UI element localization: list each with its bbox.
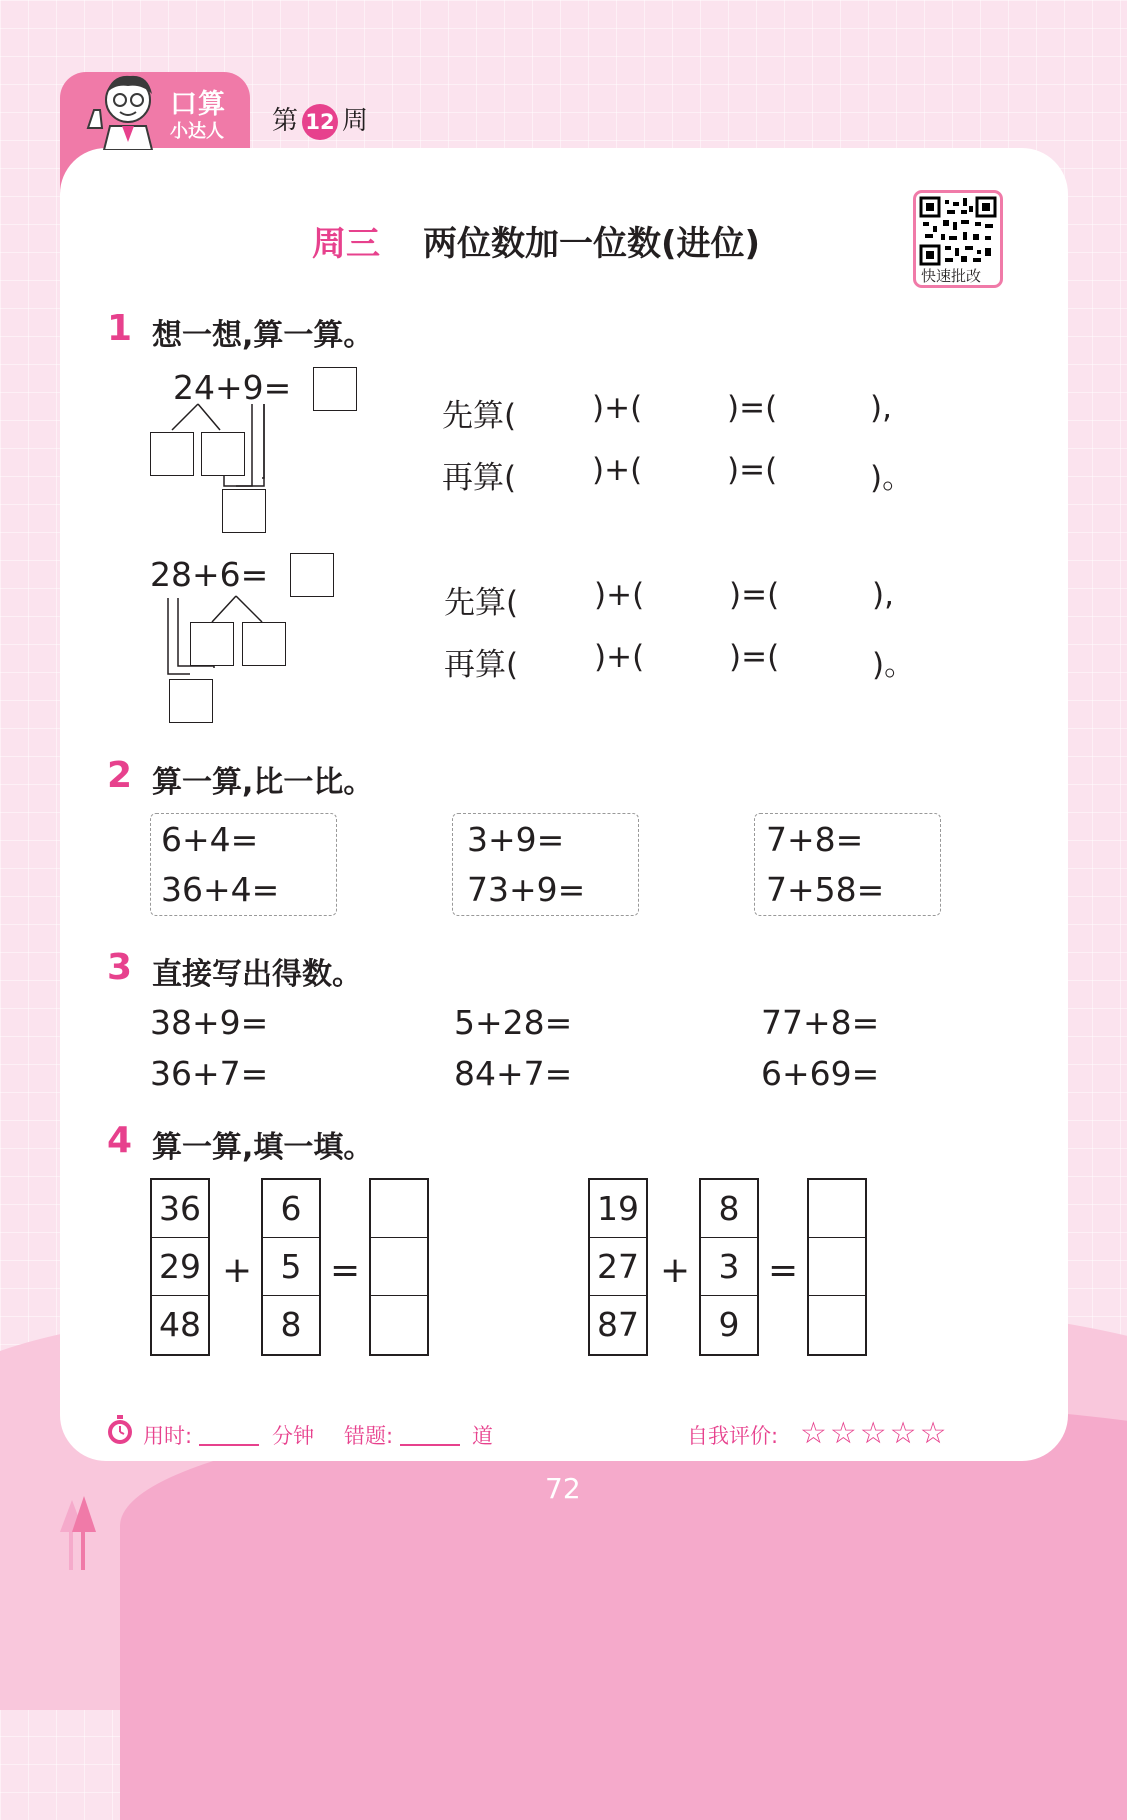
- step-text: )+(: [594, 639, 645, 675]
- week-number: 12: [302, 104, 338, 140]
- sum-answer-cell[interactable]: [371, 1238, 427, 1296]
- problem-1-expression: 24+9=: [173, 368, 292, 407]
- compare-expression: 73+9=: [467, 870, 586, 909]
- problem-1-split-box-1[interactable]: [150, 432, 194, 476]
- addend-cell: 6: [263, 1180, 319, 1238]
- problem-2-step-1: [444, 577, 924, 621]
- mental-math-expression: 84+7=: [454, 1054, 573, 1093]
- problem-1-split-box-2[interactable]: [201, 432, 245, 476]
- mascot-boy-icon: [82, 70, 168, 150]
- step-text: 先算(: [444, 585, 519, 621]
- week-suffix: 周: [342, 106, 369, 136]
- plus-sign: +: [660, 1250, 691, 1291]
- problem-1-step-1: [442, 390, 922, 434]
- mental-math-expression: 6+69=: [761, 1054, 880, 1093]
- addend-cell: 36: [152, 1180, 208, 1238]
- background-wave-dark: [120, 1400, 1127, 1820]
- section-4-number: 4: [107, 1120, 133, 1161]
- section-2-number: 2: [107, 755, 133, 796]
- compare-expression: 3+9=: [467, 820, 565, 859]
- time-label: 用时:: [143, 1424, 193, 1448]
- step-text: )=(: [729, 577, 780, 613]
- addend-cell: 87: [597, 1305, 639, 1344]
- addend-column-left: [150, 1178, 210, 1356]
- qr-caption: 快速批改: [921, 267, 982, 285]
- mental-math-expression: 36+7=: [150, 1054, 269, 1093]
- addend-cell: 8: [701, 1180, 757, 1238]
- rating-stars[interactable]: ☆☆☆☆☆: [800, 1416, 950, 1451]
- week-indicator: [272, 100, 368, 140]
- addend-cell: 29: [152, 1238, 208, 1296]
- stopwatch-icon: [105, 1414, 135, 1446]
- sum-answer-cell[interactable]: [809, 1296, 865, 1354]
- time-unit: 分钟: [272, 1424, 314, 1448]
- mental-math-expression: 38+9=: [150, 1003, 269, 1042]
- step-text: )+(: [594, 577, 645, 613]
- sum-answer-cell[interactable]: [809, 1238, 865, 1296]
- plus-sign: +: [222, 1250, 253, 1291]
- arrow-decoration-icon: [52, 1492, 102, 1570]
- sum-answer-cell[interactable]: [809, 1180, 865, 1238]
- step-text: )=(: [729, 639, 780, 675]
- problem-2-split-box-2[interactable]: [242, 622, 286, 666]
- time-input-line[interactable]: [199, 1444, 259, 1446]
- sum-column: [369, 1178, 429, 1356]
- step-text: 再算(: [444, 647, 519, 683]
- step-text: 再算(: [442, 460, 517, 496]
- sum-answer-cell[interactable]: [371, 1180, 427, 1238]
- addend-column-left: [588, 1178, 648, 1356]
- badge-subtitle: 小达人: [170, 121, 224, 142]
- problem-2-result-box[interactable]: [169, 679, 213, 723]
- section-3-number: 3: [107, 947, 133, 988]
- problem-1-answer-box[interactable]: [313, 367, 357, 411]
- addend-column-right: [261, 1178, 321, 1356]
- mental-math-expression: 5+28=: [454, 1003, 573, 1042]
- addend-cell: 3: [701, 1238, 757, 1296]
- addend-cell: 5: [263, 1238, 319, 1296]
- compare-expression: 7+58=: [766, 870, 885, 909]
- badge-title: 口算: [170, 89, 226, 120]
- sum-column: [807, 1178, 867, 1356]
- problem-2-answer-box[interactable]: [290, 553, 334, 597]
- rating-label: 自我评价:: [687, 1424, 779, 1448]
- section-4-title: 算一算,填一填。: [152, 1130, 374, 1165]
- equals-sign: =: [330, 1250, 361, 1291]
- step-text: ),: [872, 577, 894, 613]
- mental-math-expression: 77+8=: [761, 1003, 880, 1042]
- compare-expression: 6+4=: [161, 820, 259, 859]
- day-label: 周三: [312, 224, 380, 264]
- step-text: )。: [870, 460, 914, 496]
- step-text: )=(: [727, 390, 778, 426]
- errors-unit: 道: [472, 1424, 493, 1448]
- compare-expression: 7+8=: [766, 820, 864, 859]
- step-text: 先算(: [442, 398, 517, 434]
- step-text: ),: [870, 390, 892, 426]
- step-text: )。: [872, 647, 916, 683]
- problem-2-split-box-1[interactable]: [190, 622, 234, 666]
- problem-1-result-box[interactable]: [222, 489, 266, 533]
- compare-expression: 36+4=: [161, 870, 280, 909]
- section-3-title: 直接写出得数。: [152, 957, 362, 992]
- problem-1-step-2: [442, 452, 922, 496]
- lesson-topic: 两位数加一位数(进位): [423, 224, 761, 264]
- addend-cell: 9: [718, 1305, 740, 1344]
- step-text: )+(: [592, 452, 643, 488]
- problem-2-step-2: [444, 639, 924, 683]
- step-text: )=(: [727, 452, 778, 488]
- section-2-title: 算一算,比一比。: [152, 765, 374, 800]
- addend-cell: 8: [280, 1305, 302, 1344]
- addend-cell: 27: [590, 1238, 646, 1296]
- qr-code-icon: [919, 196, 997, 266]
- week-prefix: 第: [272, 106, 299, 136]
- addend-column-right: [699, 1178, 759, 1356]
- section-1-title: 想一想,算一算。: [152, 318, 374, 353]
- step-text: )+(: [592, 390, 643, 426]
- addend-cell: 48: [159, 1305, 201, 1344]
- errors-label: 错题:: [344, 1424, 394, 1448]
- equals-sign: =: [768, 1250, 799, 1291]
- errors-input-line[interactable]: [400, 1444, 460, 1446]
- addend-cell: 19: [590, 1180, 646, 1238]
- page-number: 72: [545, 1472, 581, 1505]
- problem-2-expression: 28+6=: [150, 555, 269, 594]
- section-1-number: 1: [107, 308, 133, 349]
- sum-answer-cell[interactable]: [371, 1296, 427, 1354]
